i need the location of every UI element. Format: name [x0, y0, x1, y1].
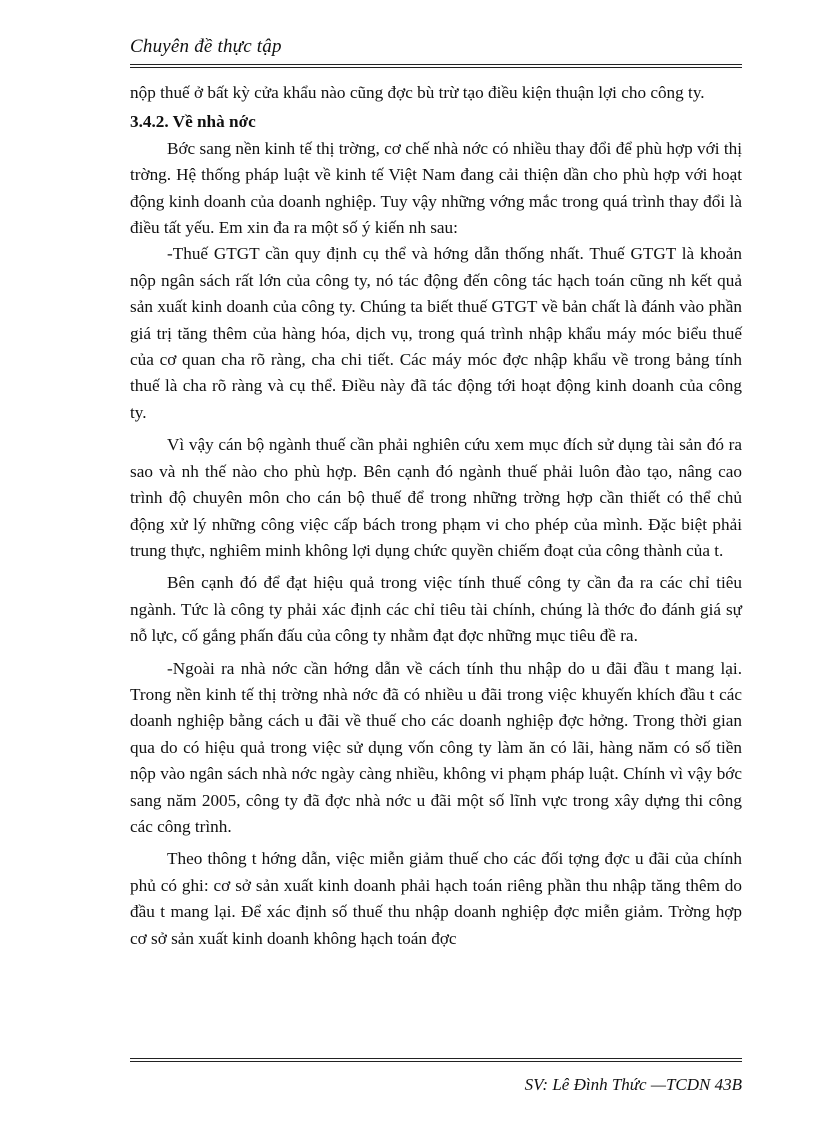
paragraph-6: Theo thông t hớng dẫn, việc miễn giảm thuế cho các đối tợng đợc u đãi của chính phủ có ghi: cơ sở sản xuất kinh doanh phải hạch toán riêng phần thu nhập tăng thêm do đầu t mang lại. Để xác định số thuế thu nhập doanh nghiệp đợc miễn giảm. Trờng hợp cơ sở sản xuất kinh doanh không hạch toán đợc	[130, 849, 742, 948]
header-divider-thin	[130, 67, 742, 68]
section-heading: 3.4.2. Về nhà nớc	[130, 112, 256, 132]
paragraph-4: Bên cạnh đó để đạt hiệu quả trong việc tính thuế công ty cần đa ra các chỉ tiêu ngành. Tức là công ty phải xác định các chỉ tiêu tài chính, chúng là thớc đo đánh giá sự nỗ lực, cố gắng phấn đấu của công ty nhằm đạt đợc những mục tiêu đề ra.	[130, 573, 742, 646]
footer-author: SV: Lê Đình Thức —TCDN 43B	[524, 1075, 742, 1094]
footer-divider	[130, 1058, 742, 1059]
page-footer	[130, 1075, 742, 1095]
paragraph-1: Bớc sang nền kinh tế thị trờng, cơ chế nhà nớc có nhiều thay đổi để phù hợp với thị trờng. Hệ thống pháp luật về kinh tế Việt Nam đang cải thiện dần cho phù hợp với hoạt động kinh doanh của doanh nghiệp. Tuy vậy những vớng mắc trong quá trình thay đổi là điều tất yếu. Em xin đa ra một số ý kiến nh sau:	[130, 138, 742, 238]
paragraph-0: nộp thuế ở bất kỳ cửa khẩu nào cũng đợc bù trừ tạo điều kiện thuận lợi cho công ty.	[130, 83, 705, 102]
paragraph-5: -Ngoài ra nhà nớc cần hớng dẫn về cách tính thu nhập do u đãi đầu t mang lại. Trong nền kinh tế thị trờng nhà nớc đã có nhiều u đãi trong việc khuyến khích đầu t các doanh nghiệp bằng cách u đãi về thuế cho các doanh nghiệp đợc hởng. Trong thời gian qua do có hiệu quả trong việc sử dụng vốn công ty làm ăn có lãi, hàng năm có số tiền nộp vào ngân sách nhà nớc ngày càng nhiều, không vi phạm pháp luật. Chính vì vậy bớc sang năm 2005, công ty đã đợc nhà nớc u đãi một số lĩnh vực trong xây dựng thi công các công trình.	[130, 658, 742, 836]
page-header	[130, 36, 742, 62]
paragraph-3: Vì vậy cán bộ ngành thuế cần phải nghiên cứu xem mục đích sử dụng tài sản đó ra sao và nh thế nào cho phù hợp. Bên cạnh đó ngành thuế phải luôn đào tạo, nâng cao trình độ chuyên môn cho cán bộ thuế để trong những trờng hợp cần thiết có thể chủ động xử lý những công việc cấp bách trong phạm vi cho phép của mình. Đặc biệt phải trung thực, nghiêm minh không lợi dụng chức quyền chiếm đoạt của công thành của t.	[130, 435, 742, 560]
header-title: Chuyên đề thực tập	[130, 36, 282, 57]
header-divider	[130, 64, 742, 65]
paragraph-2: -Thuế GTGT cần quy định cụ thể và hớng dẫn thống nhất. Thuế GTGT là khoản nộp ngân sách rất lớn của công ty, nó tác động đến công tác hạch toán cũng nh kết quả sản xuất kinh doanh của công ty. Chúng ta biết thuế GTGT về bản chất là đánh vào phần giá trị tăng thêm của hàng hóa, dịch vụ, trong quá trình nhập khẩu máy móc biểu thuế của cơ quan cha rõ ràng, cha chi tiết. Các máy móc đợc nhập khẩu về trong bảng tính thuế là cha rõ ràng và cụ thể. Điều này đã tác động tới hoạt động kinh doanh của công ty.	[130, 244, 742, 422]
footer-divider-thin	[130, 1061, 742, 1062]
document-body	[130, 80, 742, 952]
